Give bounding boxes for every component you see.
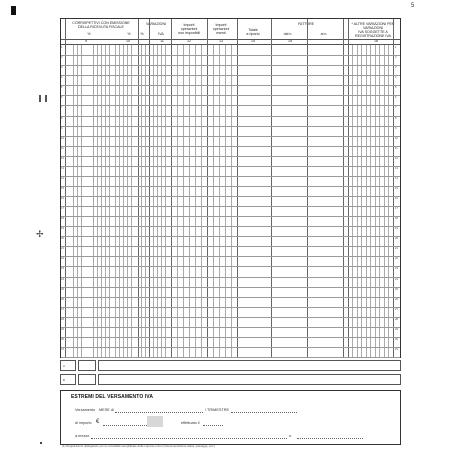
header-var-iva: IVA (158, 32, 164, 36)
row-number-right: 31 (395, 347, 398, 351)
versamento-title: ESTREMI DEL VERSAMENTO IVA (71, 394, 154, 400)
numero-field[interactable] (297, 438, 363, 439)
column-subdivider (141, 45, 142, 357)
table-row (61, 116, 400, 117)
row-number-left: 1 (61, 46, 63, 49)
col-number: 15 (288, 39, 292, 43)
row-number-right: 2 (395, 56, 397, 60)
binder-mark (39, 95, 47, 102)
row-number-left: 26 (61, 297, 64, 301)
total-label: B (63, 378, 65, 382)
row-number-right: 19 (395, 227, 398, 231)
row-number-right: 18 (395, 217, 398, 221)
table-row (61, 55, 400, 56)
row-number-right: 25 (395, 287, 398, 291)
row-number-left: 23 (61, 267, 64, 271)
row-number-right: 13 (395, 166, 398, 170)
table-row (61, 196, 400, 197)
table-row (61, 317, 400, 318)
row-number-left: 3 (61, 66, 63, 70)
effettuato-label: effettuato il (181, 421, 200, 425)
header-variazioni: VARIAZIONI (145, 22, 167, 26)
row-number-right: 5 (395, 86, 397, 90)
column-subdivider (352, 45, 353, 357)
header-fatture-dal: dal n. (283, 32, 293, 36)
table-row (61, 216, 400, 217)
header-corrispettivi: CORRISPETTIVI CON EMISSIONE DELLA RICEVUTA FISCALE (72, 21, 130, 29)
data-field[interactable] (203, 425, 223, 426)
row-number-right: 17 (395, 207, 398, 210)
row-number-left: 31 (61, 347, 64, 351)
row-number-right: 21 (395, 247, 398, 251)
column-subdivider (97, 45, 98, 357)
row-number-right: 14 (395, 176, 398, 180)
column-subdivider (77, 45, 78, 357)
row-number-right: 7 (395, 106, 397, 110)
row-number-left: 30 (61, 337, 64, 341)
row-number-left: 20 (61, 237, 64, 241)
col-number: 16 (374, 39, 378, 43)
table-row (61, 277, 400, 278)
table-row (61, 85, 400, 86)
header-divider (61, 39, 400, 40)
col-number: 12 (187, 39, 191, 43)
table-row (61, 75, 400, 76)
column-subdivider (101, 45, 102, 357)
row-number-left: 28 (61, 317, 64, 321)
col-number: 10 (126, 39, 130, 43)
row-number-left: 10 (61, 136, 64, 140)
column-subdivider (361, 45, 362, 357)
row-number-right: 24 (395, 277, 398, 281)
header-var-percent: % (140, 32, 144, 36)
row-number-right: 27 (395, 307, 398, 311)
column-subdivider (105, 45, 106, 357)
row-number-right: 28 (395, 317, 398, 321)
column-subdivider (370, 45, 371, 357)
column-subdivider (379, 45, 380, 357)
row-number-left: 5 (61, 86, 63, 90)
header-fatture-al: al n. (320, 32, 328, 36)
table-row (61, 307, 400, 308)
trimestre-field[interactable] (231, 412, 297, 413)
row-number-right: 15 (395, 186, 398, 190)
row-number-right: 6 (395, 96, 397, 100)
row-number-left: 2 (61, 56, 63, 60)
column-subdivider (127, 45, 128, 357)
table-row (61, 136, 400, 137)
column-subdivider (366, 45, 367, 357)
table-row (61, 206, 400, 207)
header-percent-b: % (127, 32, 131, 36)
total-row (98, 374, 401, 385)
page-number: 5 (411, 3, 415, 9)
ledger-table (60, 18, 401, 358)
table-row (61, 156, 400, 157)
column-subdivider (219, 45, 220, 357)
table-row (61, 327, 400, 328)
row-number-left: 19 (61, 227, 64, 231)
importo-field[interactable] (103, 425, 151, 426)
row-number-left: 8 (61, 116, 63, 120)
table-row (61, 256, 400, 257)
column-subdivider (201, 45, 202, 357)
row-number-left: 14 (61, 176, 64, 180)
row-number-left: 7 (61, 106, 63, 110)
header-altre-variazioni: * ALTRE VARIAZIONI PER VARIAZIONI IVA SOGGETTE A REGISTRAZIONE IVA (351, 22, 395, 38)
column-subdivider (231, 45, 232, 357)
table-row (61, 226, 400, 227)
row-number-right: 1 (395, 46, 397, 49)
table-row (61, 246, 400, 247)
table-row (61, 297, 400, 298)
punch-hole-marker: ✢ (36, 229, 44, 239)
col-number: 13 (219, 39, 223, 43)
table-row (61, 166, 400, 167)
row-number-right: 4 (395, 76, 397, 80)
table-row (61, 337, 400, 338)
row-number-left: 13 (61, 166, 64, 170)
row-number-right: 20 (395, 237, 398, 241)
versamento-label: Versamento (75, 408, 96, 412)
column-subdivider (189, 45, 190, 357)
table-row (61, 126, 400, 127)
row-number-right: 26 (395, 297, 398, 301)
row-number-left: 25 (61, 287, 64, 291)
row-number-left: 11 (61, 146, 64, 150)
footnote: (1) Registrazioni obbligatorie per le contabilità semplificate delle imprese minori (documentazione attiva, passaggi, ecc.) (62, 444, 216, 448)
row-number-left: 24 (61, 277, 64, 281)
column-subdivider (81, 45, 82, 357)
row-number-right: 16 (395, 197, 398, 200)
column-subdivider (225, 45, 226, 357)
row-number-left: 15 (61, 186, 64, 190)
table-row (61, 65, 400, 66)
totals-area (60, 358, 401, 388)
mezzo-field[interactable] (91, 438, 287, 439)
header-fatture: FATTURE (297, 22, 315, 26)
row-number-left: 12 (61, 156, 64, 160)
table-row (61, 176, 400, 177)
row-number-left: 16 (61, 197, 64, 200)
column-subdivider (384, 45, 385, 357)
row-number-right: 9 (395, 126, 397, 130)
table-row (61, 186, 400, 187)
table-row (61, 105, 400, 106)
row-number-left: 21 (61, 247, 64, 251)
total-row (98, 360, 401, 371)
column-subdivider (213, 45, 214, 357)
col-number: 9 (85, 39, 87, 43)
column-subdivider (157, 45, 158, 357)
row-number-left: 9 (61, 126, 63, 130)
mese-field[interactable] (115, 412, 203, 413)
versamento-box (60, 390, 401, 445)
total-box (78, 360, 96, 371)
row-number-left: 6 (61, 96, 63, 100)
column-subdivider (73, 45, 74, 357)
numero-label: n. (289, 434, 293, 438)
row-number-right: 8 (395, 116, 397, 120)
total-box (78, 374, 96, 385)
table-row (61, 266, 400, 267)
column-subdivider (165, 45, 166, 357)
currency-symbol: € (96, 419, 100, 425)
table-row (61, 236, 400, 237)
table-row (61, 347, 400, 348)
table-row (61, 287, 400, 288)
column-subdivider (131, 45, 132, 357)
header-totale-riporto: Totale a riporto (246, 28, 260, 36)
importo-label: di importo (75, 421, 92, 425)
column-subdivider (357, 45, 358, 357)
table-row (61, 146, 400, 147)
corner-registration-mark (11, 6, 16, 15)
scan-dot (40, 442, 42, 444)
col-number: 14 (251, 39, 255, 43)
column-subdivider (375, 45, 376, 357)
total-label: A (63, 364, 65, 368)
row-number-right: 12 (395, 156, 398, 160)
column-subdivider (388, 45, 389, 357)
row-number-left: 29 (61, 327, 64, 331)
header-non-imponibili: Importi operazioni non imponibili (178, 23, 200, 35)
column-subdivider (109, 45, 110, 357)
row-number-left: 22 (61, 257, 64, 261)
row-number-right: 22 (395, 257, 398, 261)
column-subdivider (153, 45, 154, 357)
row-number-right: 30 (395, 337, 398, 341)
column-subdivider (183, 45, 184, 357)
row-number-right: 3 (395, 66, 397, 70)
trimestre-label: / TRIMESTRE (205, 408, 229, 412)
header-esenti: Importi operazioni esenti (212, 23, 230, 35)
col-number: 11 (160, 39, 164, 43)
row-number-left: 27 (61, 307, 64, 311)
table-row (61, 95, 400, 96)
column-subdivider (195, 45, 196, 357)
row-number-right: 10 (395, 136, 398, 140)
row-number-left: 18 (61, 217, 64, 221)
column-subdivider (161, 45, 162, 357)
column-subdivider (177, 45, 178, 357)
row-number-left: 4 (61, 76, 63, 80)
row-number-right: 29 (395, 327, 398, 331)
column-subdivider (93, 45, 94, 357)
column-subdivider (119, 45, 120, 357)
row-number-right: 23 (395, 267, 398, 271)
column-subdivider (145, 45, 146, 357)
mezzo-label: a mezzo (75, 434, 90, 438)
row-number-right: 11 (395, 146, 398, 150)
importo-shaded-box (147, 416, 163, 427)
column-subdivider (115, 45, 116, 357)
header-percent-a: % (87, 32, 91, 36)
column-subdivider (123, 45, 124, 357)
row-number-left: 17 (61, 207, 64, 210)
mese-label: MESE di (99, 408, 114, 412)
